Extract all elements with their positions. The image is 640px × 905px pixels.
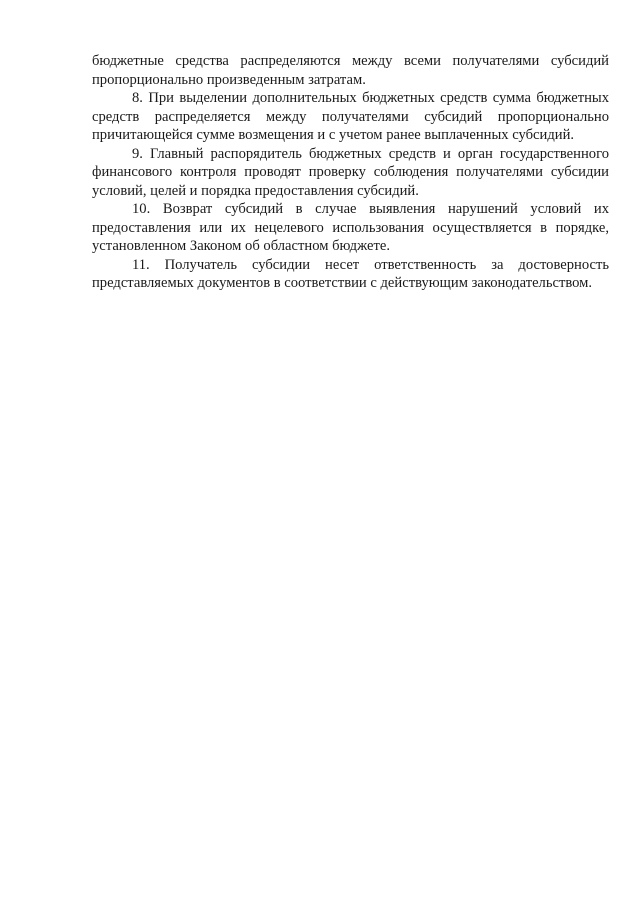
paragraph-continuation: бюджетные средства распределяются между всеми получателями субсидий пропорционально произведенным затратам. [92,53,609,88]
paragraph-item-10: 10. Возврат субсидий в случае выявления нарушений условий их предоставления или их нецелевого использования осуществляется в порядке, установленном Законом об областном бюджете. [92,201,609,254]
paragraph-item-11: 11. Получатель субсидии несет ответственность за достоверность представляемых документов в соответствии с действующим законодательством. [92,256,609,291]
paragraph-item-9: 9. Главный распорядитель бюджетных средств и орган государственного финансового контроля проводят проверку соблюдения получателями субсидии условий, целей и порядка предоставления субсидий. [92,145,609,199]
document-body [92,52,609,293]
paragraph-item-8: 8. При выделении дополнительных бюджетных средств сумма бюджетных средств распределяется между получателями субсидий пропорционально причитающейся сумме возмещения и с учетом ранее выплаченных субсидий. [92,90,609,143]
